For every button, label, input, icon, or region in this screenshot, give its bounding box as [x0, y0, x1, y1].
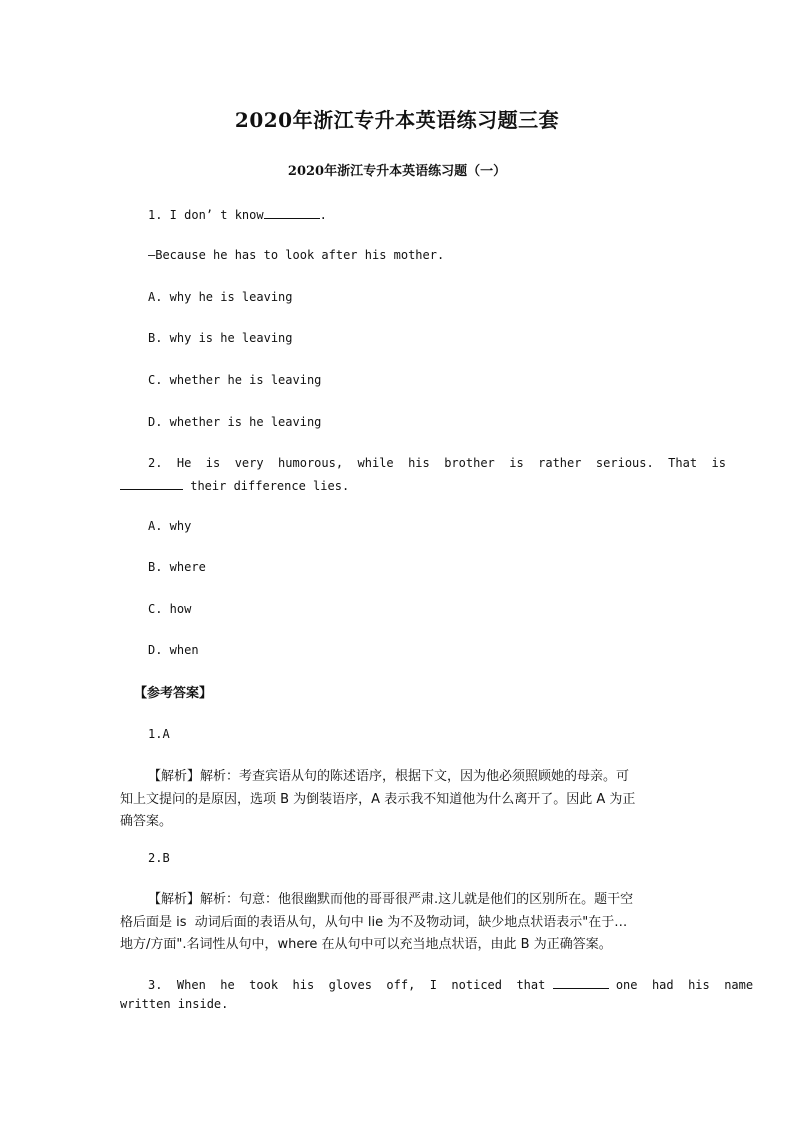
document-title: 2020年浙江专升本英语练习题三套: [234, 108, 560, 132]
question-3-stem-line2: written inside.: [120, 997, 229, 1011]
answer-blank: [553, 976, 609, 989]
question-2-stem-line1: 2. He is very humorous, while his brother is rather serious. That is: [148, 456, 726, 470]
explanation-2-line1: 【解析】解析：句意：他很幽默而他的哥哥很严肃.这儿就是他们的区别所在。题干空: [148, 892, 634, 907]
question-1-dialog: —Because he has to look after his mother.: [148, 248, 445, 262]
answer-2: 2.B: [148, 851, 170, 865]
explanation-1-line1: 【解析】解析：考查宾语从句的陈述语序，根据下文，因为他必须照顾她的母亲。可: [148, 769, 630, 784]
answer-blank: [264, 206, 320, 219]
question-1-option-d: D. whether is he leaving: [148, 415, 322, 429]
question-1-option-c: C. whether he is leaving: [148, 373, 322, 387]
explanation-2-line3: 地方/方面".名词性从句中，where 在从句中可以充当地点状语，由此 B 为正确答案。: [120, 937, 612, 952]
question-2-option-c: C. how: [148, 602, 192, 616]
answer-blank: [120, 477, 183, 490]
question-3-stem-line1: 3. When he took his gloves off, I noticed that one had his name: [148, 978, 754, 992]
answers-heading: 【参考答案】: [134, 686, 213, 701]
explanation-1-line3: 确答案。: [120, 814, 173, 829]
explanation-2-line2: 格后面是 is 动词后面的表语从句，从句中 lie 为不及物动词，缺少地点状语表示"在于…: [120, 915, 628, 930]
question-1-stem: 1. I don’ t know .: [148, 208, 327, 222]
question-2-option-b: B. where: [148, 560, 206, 574]
explanation-1-line2: 知上文提问的是原因，选项 B 为倒装语序，A 表示我不知道他为什么离开了。因此 A 为正: [120, 792, 636, 807]
answer-1: 1.A: [148, 727, 170, 741]
section-subtitle: 2020年浙江专升本英语练习题（一）: [287, 164, 507, 179]
question-1-option-a: A. why he is leaving: [148, 290, 293, 304]
question-2-option-d: D. when: [148, 643, 199, 657]
question-2-option-a: A. why: [148, 519, 192, 533]
question-1-option-b: B. why is he leaving: [148, 331, 293, 345]
question-2-stem-line2: their difference lies.: [120, 477, 349, 493]
